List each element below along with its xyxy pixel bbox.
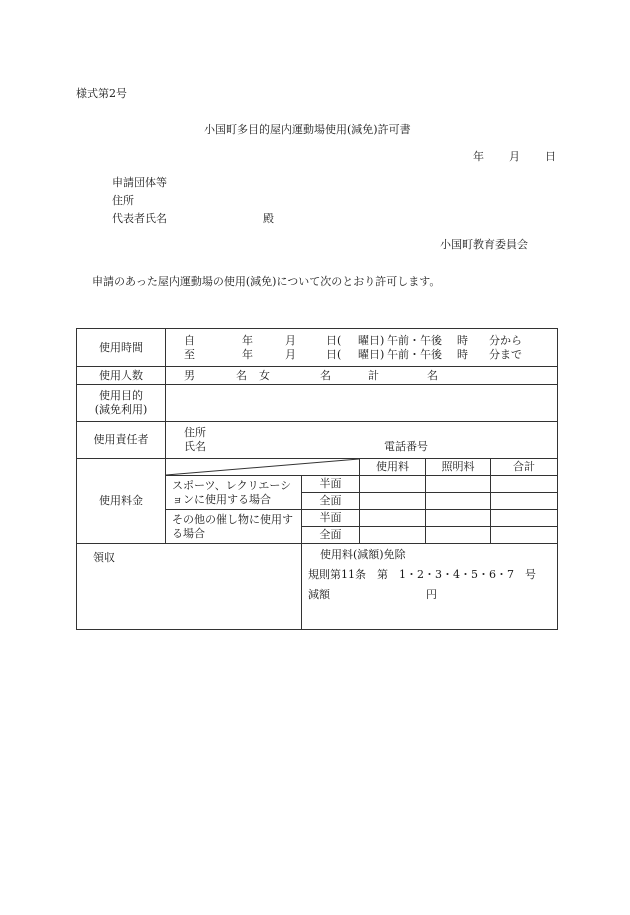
fee-full-label: 全面 bbox=[302, 493, 360, 510]
responsible-phone: 電話番号 bbox=[384, 440, 428, 453]
exemption-rule: 規則第11条 第 1・2・3・4・5・6・7 号 bbox=[308, 567, 536, 581]
fee-header-lighting: 照明料 bbox=[426, 459, 491, 476]
responsible-label: 使用責任者 bbox=[77, 422, 166, 459]
fee-category-other: その他の催し物に使用する場合 bbox=[166, 510, 302, 544]
fee-category-sports: スポーツ、レクリエーションに使用する場合 bbox=[166, 476, 302, 510]
total-unit: 名 bbox=[427, 368, 438, 382]
to-prefix: 至 bbox=[184, 347, 195, 361]
organization-label: 申請団体等 bbox=[112, 176, 167, 189]
fee-header-total: 合計 bbox=[491, 459, 558, 476]
to-weekday: 曜日) bbox=[358, 347, 385, 361]
exemption-title: 使用料(減額)免除 bbox=[320, 548, 406, 561]
permit-table bbox=[76, 328, 558, 630]
purpose-label-line2: (減免利用) bbox=[94, 403, 148, 416]
form-number: 様式第2号 bbox=[76, 87, 127, 100]
from-year: 年 bbox=[242, 333, 253, 347]
from-hour: 時 bbox=[457, 333, 468, 347]
document-title: 小国町多目的屋内運動場使用(減免)許可書 bbox=[204, 123, 411, 136]
from-prefix: 自 bbox=[184, 333, 195, 347]
headcount-value bbox=[166, 367, 558, 385]
to-hour: 時 bbox=[457, 347, 468, 361]
fee-cell bbox=[426, 527, 491, 544]
from-month: 月 bbox=[285, 333, 296, 347]
fee-diagonal-cell bbox=[166, 459, 360, 476]
reduction-label: 減額 bbox=[308, 587, 330, 601]
responsible-address: 住所 bbox=[184, 426, 206, 440]
usage-time-from bbox=[184, 334, 557, 348]
to-day: 日( bbox=[326, 347, 342, 361]
fee-cell bbox=[360, 510, 426, 527]
usage-time-label: 使用時間 bbox=[77, 329, 166, 367]
responsible-name: 氏名 bbox=[184, 440, 206, 453]
date-month: 月 bbox=[509, 150, 520, 163]
usage-time-row bbox=[77, 329, 558, 367]
fee-cell bbox=[360, 476, 426, 493]
fee-cell bbox=[491, 510, 558, 527]
representative-label: 代表者氏名 bbox=[112, 212, 167, 225]
honorific: 殿 bbox=[263, 212, 274, 225]
male-label: 男 bbox=[184, 368, 195, 382]
fee-label: 使用料金 bbox=[77, 459, 166, 544]
fee-cell bbox=[426, 476, 491, 493]
fee-cell bbox=[360, 493, 426, 510]
fee-cell bbox=[426, 493, 491, 510]
fee-half-label: 半面 bbox=[302, 476, 360, 493]
intro-text: 申請のあった屋内運動場の使用(減免)について次のとおり許可します。 bbox=[92, 275, 441, 288]
date-year: 年 bbox=[473, 150, 484, 163]
purpose-label-line1: 使用目的 bbox=[99, 389, 143, 403]
headcount-label: 使用人数 bbox=[77, 367, 166, 385]
fee-cell bbox=[491, 476, 558, 493]
to-minute: 分まで bbox=[489, 347, 522, 361]
yen-label: 円 bbox=[426, 587, 437, 601]
purpose-value bbox=[166, 385, 558, 422]
fee-header-usage: 使用料 bbox=[360, 459, 426, 476]
from-weekday: 曜日) bbox=[358, 333, 385, 347]
address-label: 住所 bbox=[112, 194, 134, 207]
fee-cell bbox=[491, 527, 558, 544]
exemption-cell bbox=[302, 544, 558, 630]
male-unit: 名 bbox=[236, 368, 247, 382]
from-day: 日( bbox=[326, 333, 342, 347]
usage-time-value bbox=[166, 329, 558, 367]
to-month: 月 bbox=[285, 347, 296, 361]
usage-time-to bbox=[184, 348, 557, 362]
responsible-value bbox=[166, 422, 558, 459]
diagonal-line bbox=[166, 459, 359, 475]
issuer: 小国町教育委員会 bbox=[440, 238, 528, 251]
receipt-row bbox=[77, 544, 558, 630]
fee-cell bbox=[360, 527, 426, 544]
date-day: 日 bbox=[545, 150, 556, 163]
responsible-row bbox=[77, 422, 558, 459]
receipt-cell bbox=[77, 544, 302, 630]
female-label: 女 bbox=[259, 368, 270, 382]
fee-cell bbox=[491, 493, 558, 510]
fee-cell bbox=[426, 510, 491, 527]
from-ampm: 午前・午後 bbox=[387, 333, 442, 347]
purpose-row bbox=[77, 385, 558, 422]
receipt-label: 領収 bbox=[93, 551, 115, 564]
fee-full-label: 全面 bbox=[302, 527, 360, 544]
total-label: 計 bbox=[368, 368, 379, 382]
headcount-row bbox=[77, 367, 558, 385]
female-unit: 名 bbox=[320, 368, 331, 382]
purpose-label bbox=[77, 385, 166, 422]
from-minute: 分から bbox=[489, 333, 522, 347]
to-year: 年 bbox=[242, 347, 253, 361]
fee-half-label: 半面 bbox=[302, 510, 360, 527]
to-ampm: 午前・午後 bbox=[387, 347, 442, 361]
fee-header-row bbox=[77, 459, 558, 476]
